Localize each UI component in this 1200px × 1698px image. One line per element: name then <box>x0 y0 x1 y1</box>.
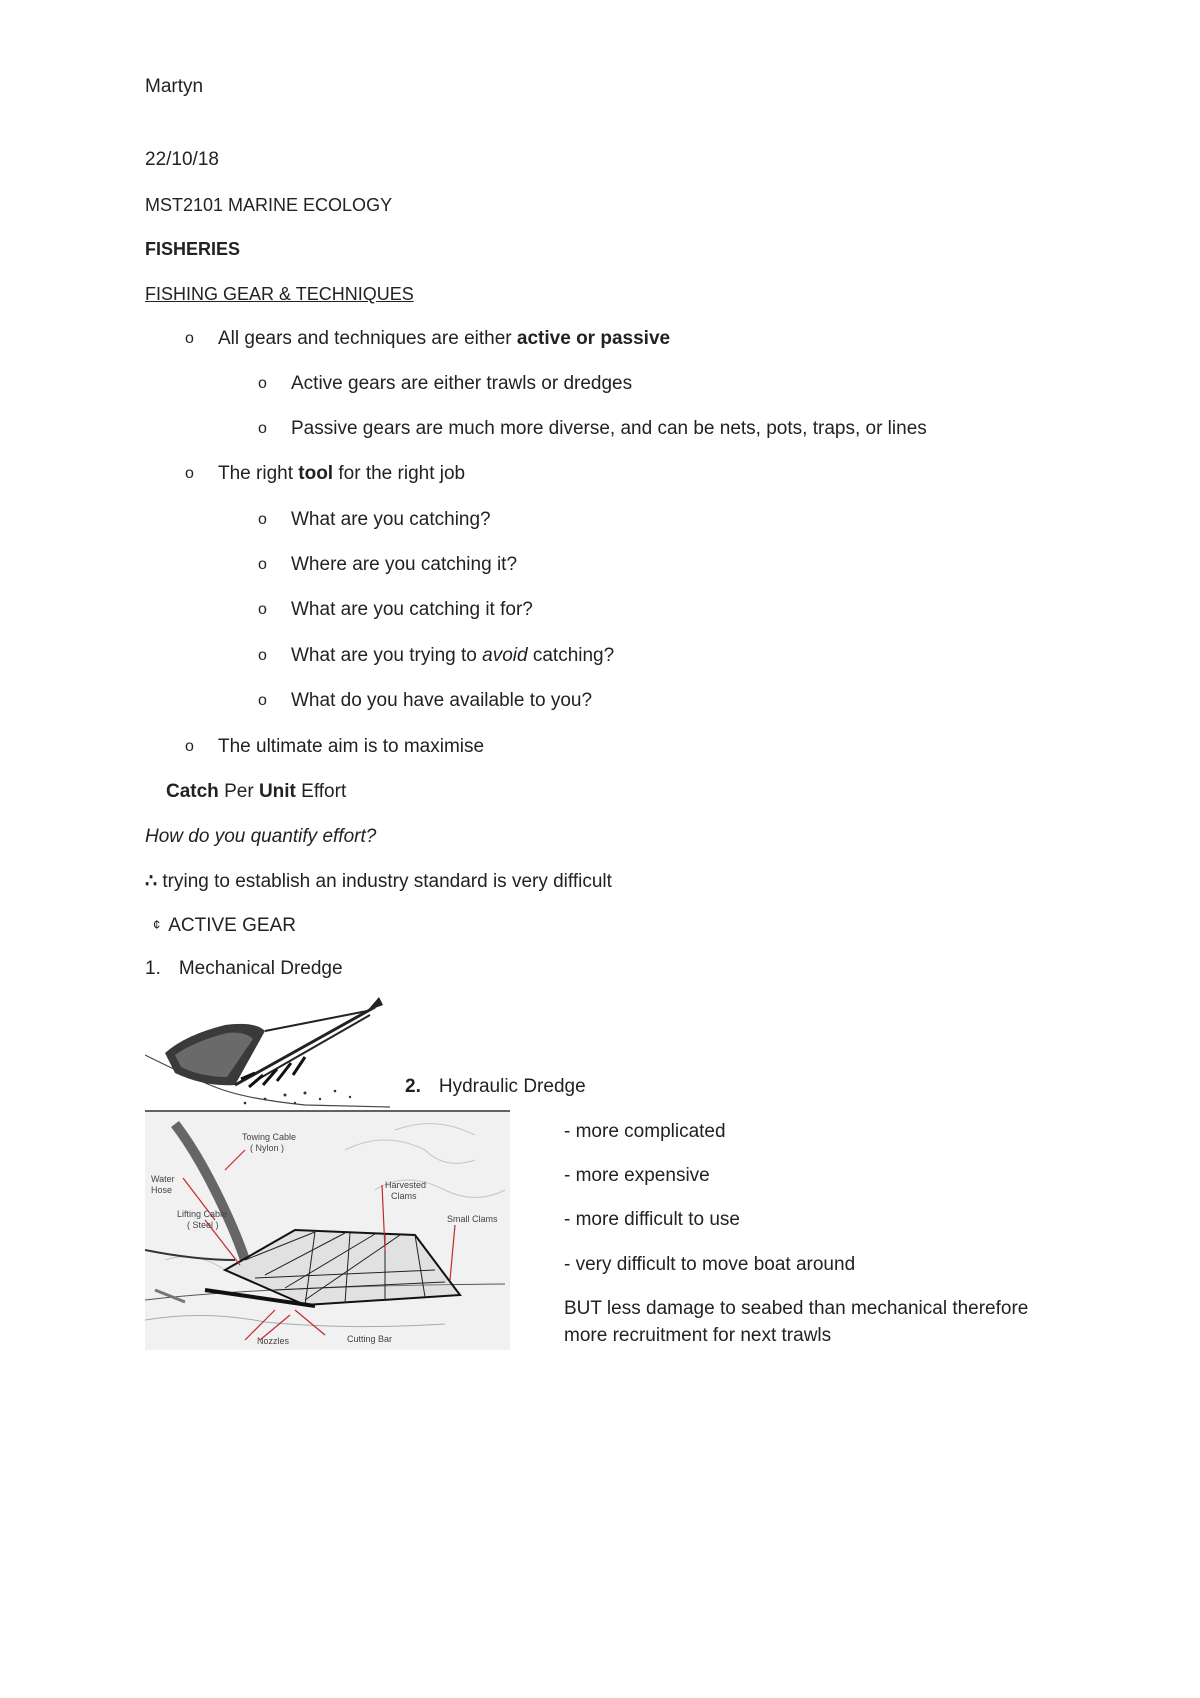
bullet-text: catching? <box>527 645 615 666</box>
bullet-text: All gears and techniques are either <box>218 328 517 349</box>
label-harvested: Harvested <box>385 1180 427 1190</box>
label-nozzles: Nozzles <box>257 1336 290 1346</box>
date: 22/10/18 <box>145 149 219 170</box>
section-heading: FISHING GEAR & TECHNIQUES <box>145 284 414 304</box>
therefore-symbol: ∴ <box>145 871 158 892</box>
mechanical-dredge-image <box>145 995 390 1115</box>
note-less-damage-line1: BUT less damage to seabed than mechanical therefore <box>564 1298 1029 1319</box>
bullet-text: What are you trying to <box>291 645 483 666</box>
label-cutting-bar: Cutting Bar <box>347 1334 393 1344</box>
note-difficult-use: - more difficult to use <box>564 1209 741 1230</box>
sub-bullet-what-catching: What are you catching? <box>291 509 491 530</box>
active-keyword: active <box>516 328 571 349</box>
hydraulic-dredge-image <box>145 1110 510 1350</box>
bullet-marker: o <box>258 511 267 528</box>
note-expensive: - more expensive <box>564 1165 710 1186</box>
cpue-per: Per <box>224 781 254 802</box>
tool-keyword: tool <box>298 463 334 484</box>
bullet-marker: o <box>185 330 194 347</box>
cpue-effort: Effort <box>301 781 347 802</box>
bullet-marker: o <box>258 692 267 709</box>
label-clams: Clams <box>391 1191 417 1201</box>
bullet-marker: o <box>258 647 267 664</box>
cpue-catch: Catch <box>166 781 219 802</box>
item-number: 2. <box>405 1076 421 1097</box>
note-difficult-move: - very difficult to move boat around <box>564 1254 856 1275</box>
effort-question: How do you quantify effort? <box>145 826 377 847</box>
sub-bullet-avoid-catching <box>291 644 614 668</box>
therefore-text: trying to establish an industry standard is very difficult <box>157 871 612 892</box>
avoid-keyword: avoid <box>482 645 528 666</box>
bullet-right-tool <box>218 462 465 486</box>
note-less-damage-line2: more recruitment for next trawls <box>564 1325 832 1346</box>
bullet-marker: o <box>258 420 267 437</box>
bullet-marker: o <box>258 601 267 618</box>
topic-heading: FISHERIES <box>145 239 241 259</box>
sub-bullet-passive-gears: Passive gears are much more diverse, and can be nets, pots, traps, or lines <box>291 418 927 439</box>
bullet-active-passive <box>218 327 670 351</box>
label-steel: ( Steel ) <box>187 1220 219 1230</box>
cpue-unit: Unit <box>258 781 296 802</box>
bullet-marker: o <box>258 375 267 392</box>
or-keyword: or <box>570 328 601 349</box>
hydraulic-dredge-label: Hydraulic Dredge <box>438 1076 586 1097</box>
mechanical-dredge-item <box>145 957 343 981</box>
note-complicated: - more complicated <box>564 1121 726 1142</box>
bullet-ultimate-aim: The ultimate aim is to maximise <box>218 736 485 757</box>
bullet-marker: o <box>185 738 194 755</box>
label-hose: Hose <box>151 1185 173 1195</box>
active-gear-marker: ¢ <box>153 917 161 932</box>
sub-bullet-catching-for: What are you catching it for? <box>291 599 533 620</box>
active-gear-label: ACTIVE GEAR <box>168 915 296 936</box>
course-code: MST2101 MARINE ECOLOGY <box>145 195 393 215</box>
hydraulic-dredge-item <box>405 1075 586 1099</box>
passive-keyword: passive <box>600 328 671 349</box>
label-lifting-cable: Lifting Cable <box>177 1209 228 1219</box>
sub-bullet-active-gears: Active gears are either trawls or dredges <box>291 373 633 394</box>
industry-standard-line <box>145 870 612 894</box>
sub-bullet-available: What do you have available to you? <box>291 690 593 711</box>
mechanical-dredge-label: Mechanical Dredge <box>178 958 343 979</box>
item-number: 1. <box>145 958 161 979</box>
sub-bullet-where-catching: Where are you catching it? <box>291 554 518 575</box>
bullet-text: The right <box>218 463 299 484</box>
label-water: Water <box>151 1174 175 1184</box>
label-small-clams: Small Clams <box>447 1214 498 1224</box>
bullet-marker: o <box>185 465 194 482</box>
label-towing-cable: Towing Cable <box>242 1132 297 1142</box>
bullet-marker: o <box>258 556 267 573</box>
label-nylon: ( Nylon ) <box>250 1143 285 1153</box>
cpue-line <box>166 780 346 804</box>
active-gear-heading <box>153 913 296 938</box>
bullet-text: for the right job <box>333 463 466 484</box>
author-name: Martyn <box>145 76 204 97</box>
